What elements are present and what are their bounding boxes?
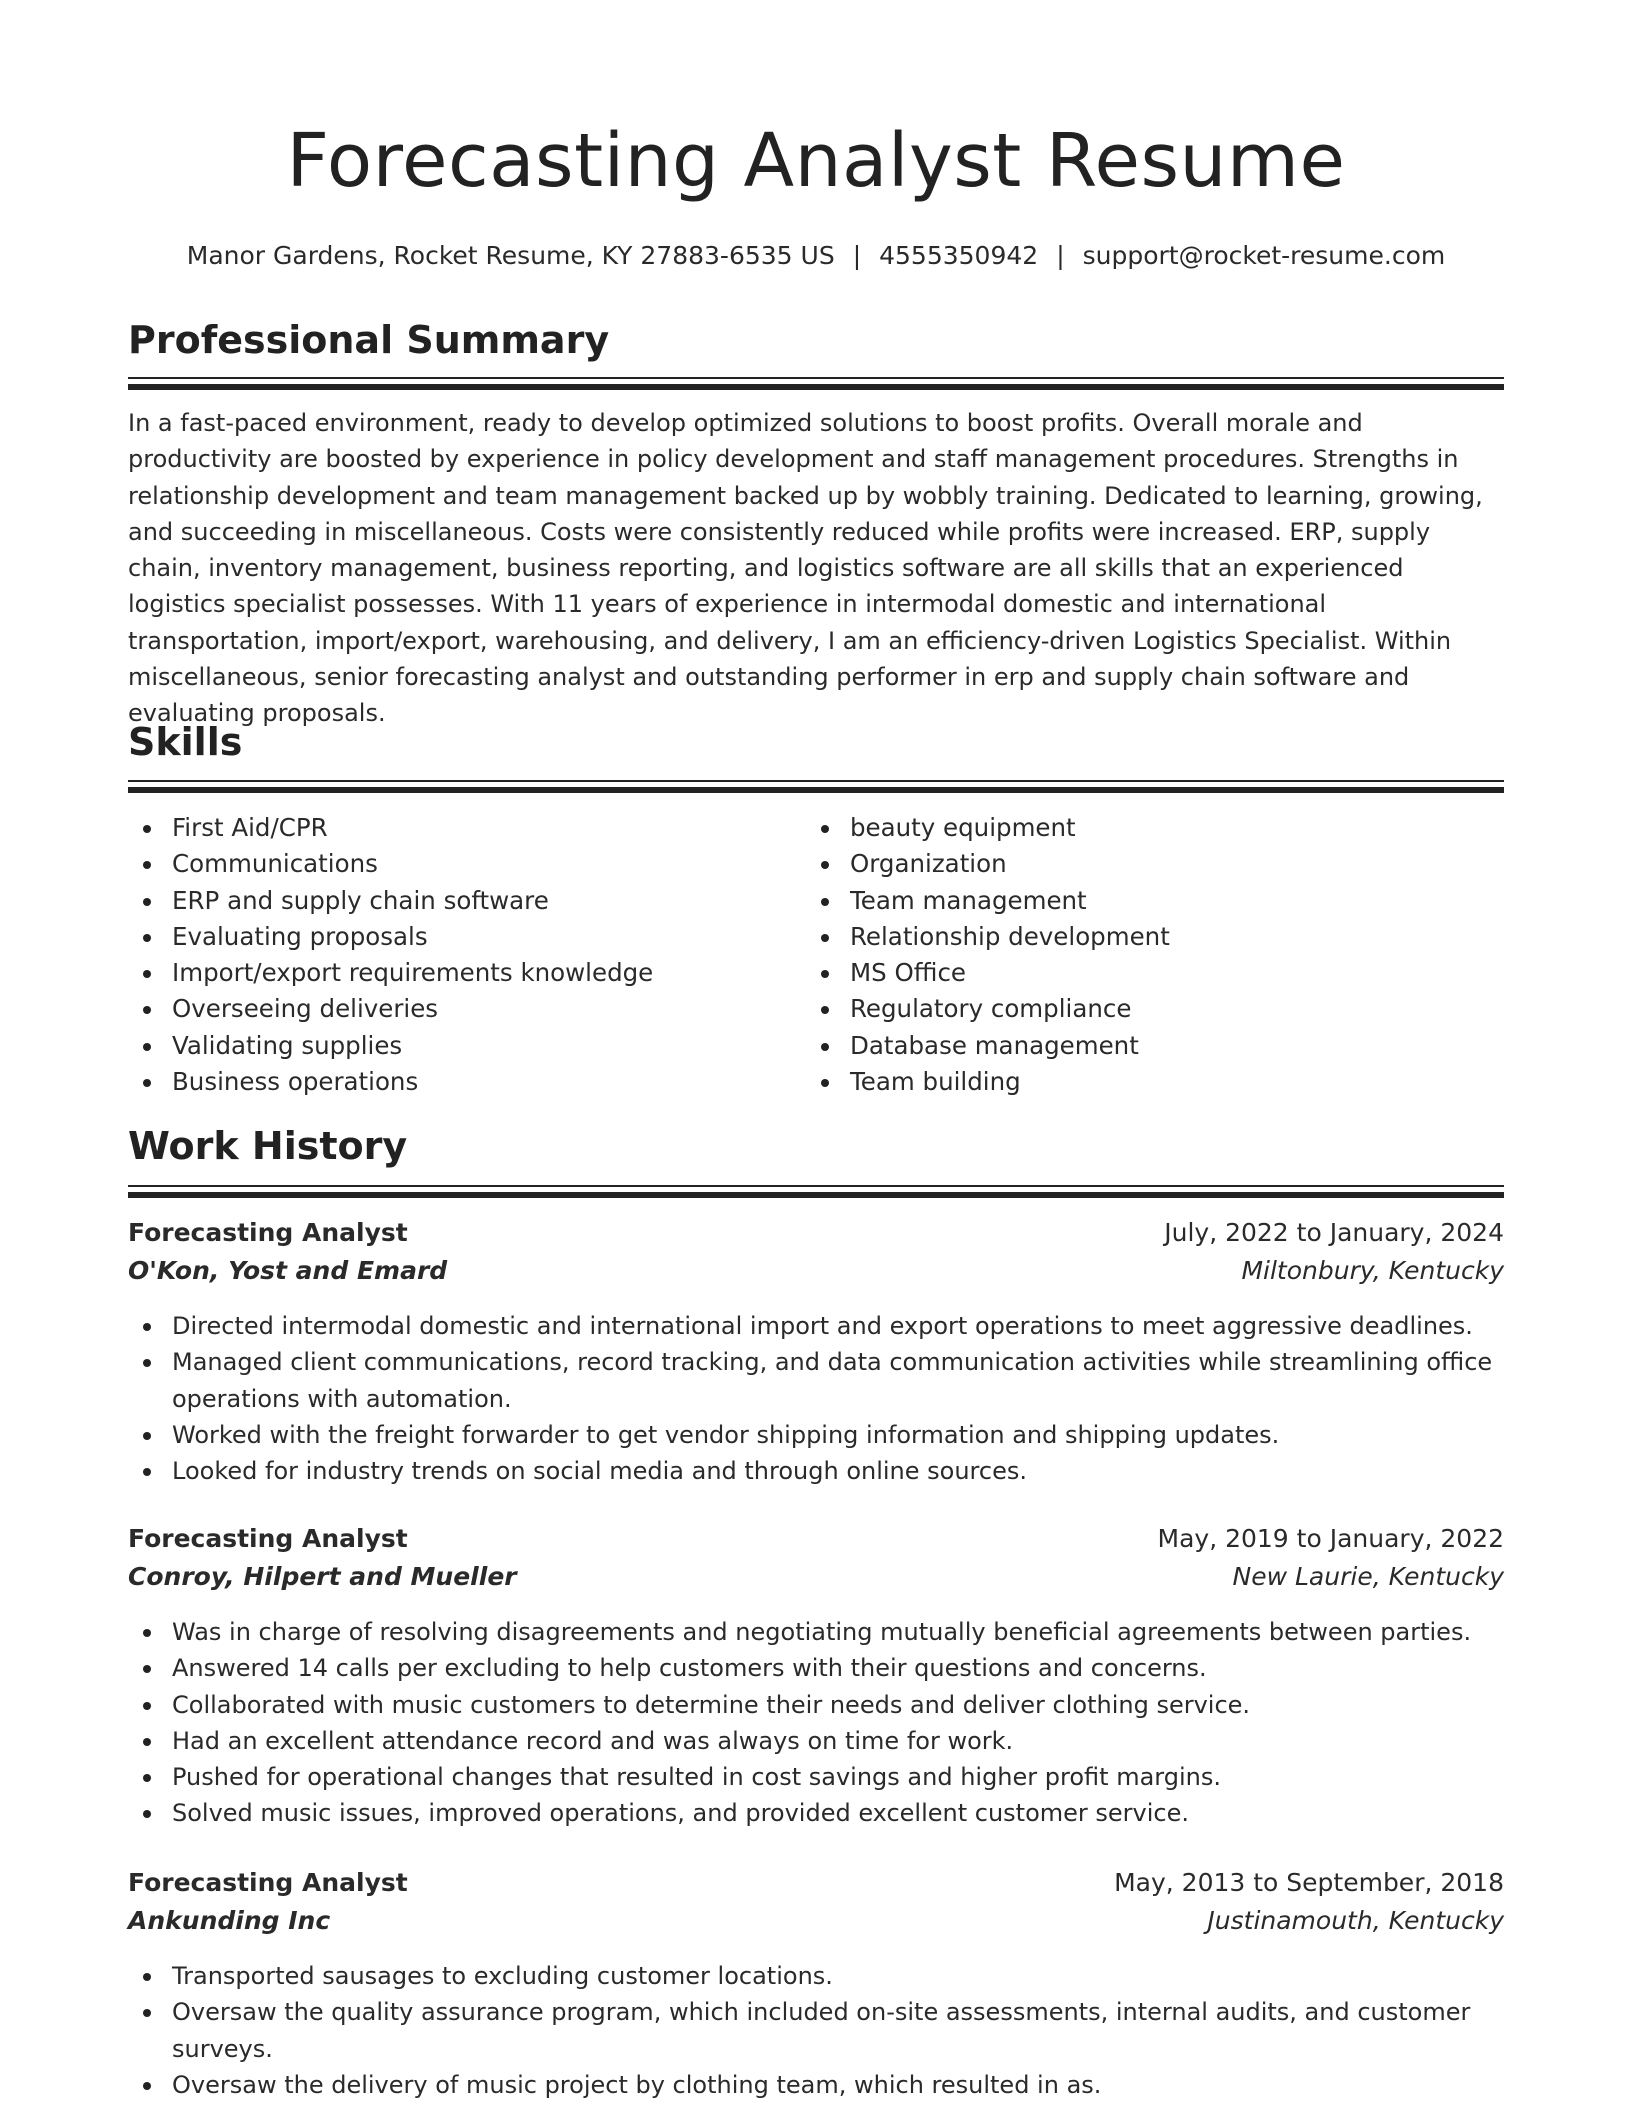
section-rule-thick bbox=[128, 1192, 1504, 1198]
contact-phone: 4555350942 bbox=[879, 241, 1039, 270]
job-header-row bbox=[128, 1218, 1504, 1256]
job-title: Forecasting Analyst bbox=[128, 1524, 408, 1553]
contact-line bbox=[128, 241, 1504, 270]
skill-item: MS Office bbox=[806, 955, 1170, 991]
job-bullet: Solved music issues, improved operations, and provided excellent customer service. bbox=[128, 1795, 1504, 1831]
job-bullet: Directed intermodal domestic and international import and export operations to meet aggressive deadlines. bbox=[128, 1308, 1504, 1344]
job-location: Justinamouth, Kentucky bbox=[1207, 1906, 1504, 1935]
job-bullet-list bbox=[128, 1308, 1504, 1489]
job-entry bbox=[128, 1524, 1504, 1832]
skill-item: First Aid/CPR bbox=[128, 810, 653, 846]
job-company-row bbox=[128, 1906, 1504, 1944]
job-dates: July, 2022 to January, 2024 bbox=[1164, 1218, 1504, 1247]
job-bullet: Managed client communications, record tracking, and data communication activities while streamlining office operations with automation. bbox=[128, 1344, 1504, 1417]
job-header-row bbox=[128, 1524, 1504, 1562]
summary-heading: Professional Summary bbox=[128, 318, 610, 362]
job-bullet: Pushed for operational changes that resulted in cost savings and higher profit margins. bbox=[128, 1759, 1504, 1795]
work-history-heading: Work History bbox=[128, 1124, 408, 1168]
skill-item: Business operations bbox=[128, 1064, 653, 1100]
skill-item: Evaluating proposals bbox=[128, 919, 653, 955]
job-title: Forecasting Analyst bbox=[128, 1868, 408, 1897]
skill-item: Import/export requirements knowledge bbox=[128, 955, 653, 991]
job-bullet-list bbox=[128, 1958, 1504, 2103]
contact-separator: | bbox=[852, 241, 862, 270]
job-bullet: Oversaw the quality assurance program, which included on-site assessments, internal audits, and customer surveys. bbox=[128, 1994, 1504, 2067]
skill-item: Regulatory compliance bbox=[806, 991, 1170, 1027]
job-company-row bbox=[128, 1256, 1504, 1294]
job-location: Miltonbury, Kentucky bbox=[1241, 1256, 1504, 1285]
section-rule-thin bbox=[128, 1185, 1504, 1187]
job-bullet: Was in charge of resolving disagreements and negotiating mutually beneficial agreements between parties. bbox=[128, 1614, 1504, 1650]
skills-list-right bbox=[806, 810, 1170, 1100]
skill-item: Relationship development bbox=[806, 919, 1170, 955]
skill-item: Overseeing deliveries bbox=[128, 991, 653, 1027]
section-rule-thin bbox=[128, 377, 1504, 379]
skill-item: Team building bbox=[806, 1064, 1170, 1100]
job-company: Ankunding Inc bbox=[128, 1906, 331, 1935]
skill-item: beauty equipment bbox=[806, 810, 1170, 846]
job-header-row bbox=[128, 1868, 1504, 1906]
skill-item: Team management bbox=[806, 883, 1170, 919]
job-entry bbox=[128, 1868, 1504, 2103]
skills-heading: Skills bbox=[128, 720, 243, 764]
job-title: Forecasting Analyst bbox=[128, 1218, 408, 1247]
job-bullet: Worked with the freight forwarder to get vendor shipping information and shipping updates. bbox=[128, 1417, 1504, 1453]
job-dates: May, 2019 to January, 2022 bbox=[1157, 1524, 1504, 1553]
summary-text: In a fast-paced environment, ready to develop optimized solutions to boost profits. Overall morale and productivity are boosted by experience in policy development and staff management procedures. Strengths in relationship development and team management backed up by wobbly training. Dedicated to learning, growing, and succeeding in miscellaneous. Costs were consistently reduced while profits were increased. ERP, supply chain, inventory management, business reporting, and logistics software are all skills that an experienced logistics specialist possesses. With 11 years of experience in intermodal domestic and international transportation, import/export, warehousing, and delivery, I am an efficiency-driven Logistics Specialist. Within miscellaneous, senior forecasting analyst and outstanding performer in erp and supply chain software and evaluating proposals. bbox=[128, 409, 1483, 728]
section-rule-thick bbox=[128, 787, 1504, 793]
section-rule-thick bbox=[128, 384, 1504, 390]
skill-item: Communications bbox=[128, 846, 653, 882]
job-bullet: Collaborated with music customers to determine their needs and deliver clothing service. bbox=[128, 1687, 1504, 1723]
job-entry bbox=[128, 1218, 1504, 1489]
skills-list-left bbox=[128, 810, 653, 1100]
job-bullet: Transported sausages to excluding customer locations. bbox=[128, 1958, 1504, 1994]
section-rule-thin bbox=[128, 780, 1504, 782]
skill-item: Database management bbox=[806, 1028, 1170, 1064]
contact-email: support@rocket-resume.com bbox=[1082, 241, 1446, 270]
job-company: O'Kon, Yost and Emard bbox=[128, 1256, 448, 1285]
job-location: New Laurie, Kentucky bbox=[1232, 1562, 1504, 1591]
contact-separator: | bbox=[1056, 241, 1065, 270]
resume-title: Forecasting Analyst Resume bbox=[286, 118, 1346, 204]
job-company: Conroy, Hilpert and Mueller bbox=[128, 1562, 517, 1591]
job-bullet: Answered 14 calls per excluding to help customers with their questions and concerns. bbox=[128, 1650, 1504, 1686]
job-bullet: Oversaw the delivery of music project by clothing team, which resulted in as. bbox=[128, 2067, 1504, 2103]
skill-item: ERP and supply chain software bbox=[128, 883, 653, 919]
contact-address: Manor Gardens, Rocket Resume, KY 27883-6535 US bbox=[186, 241, 835, 270]
job-dates: May, 2013 to September, 2018 bbox=[1114, 1868, 1504, 1897]
job-bullet: Looked for industry trends on social media and through online sources. bbox=[128, 1453, 1504, 1489]
job-company-row bbox=[128, 1562, 1504, 1600]
skill-item: Validating supplies bbox=[128, 1028, 653, 1064]
job-bullet-list bbox=[128, 1614, 1504, 1832]
job-bullet: Had an excellent attendance record and was always on time for work. bbox=[128, 1723, 1504, 1759]
skill-item: Organization bbox=[806, 846, 1170, 882]
